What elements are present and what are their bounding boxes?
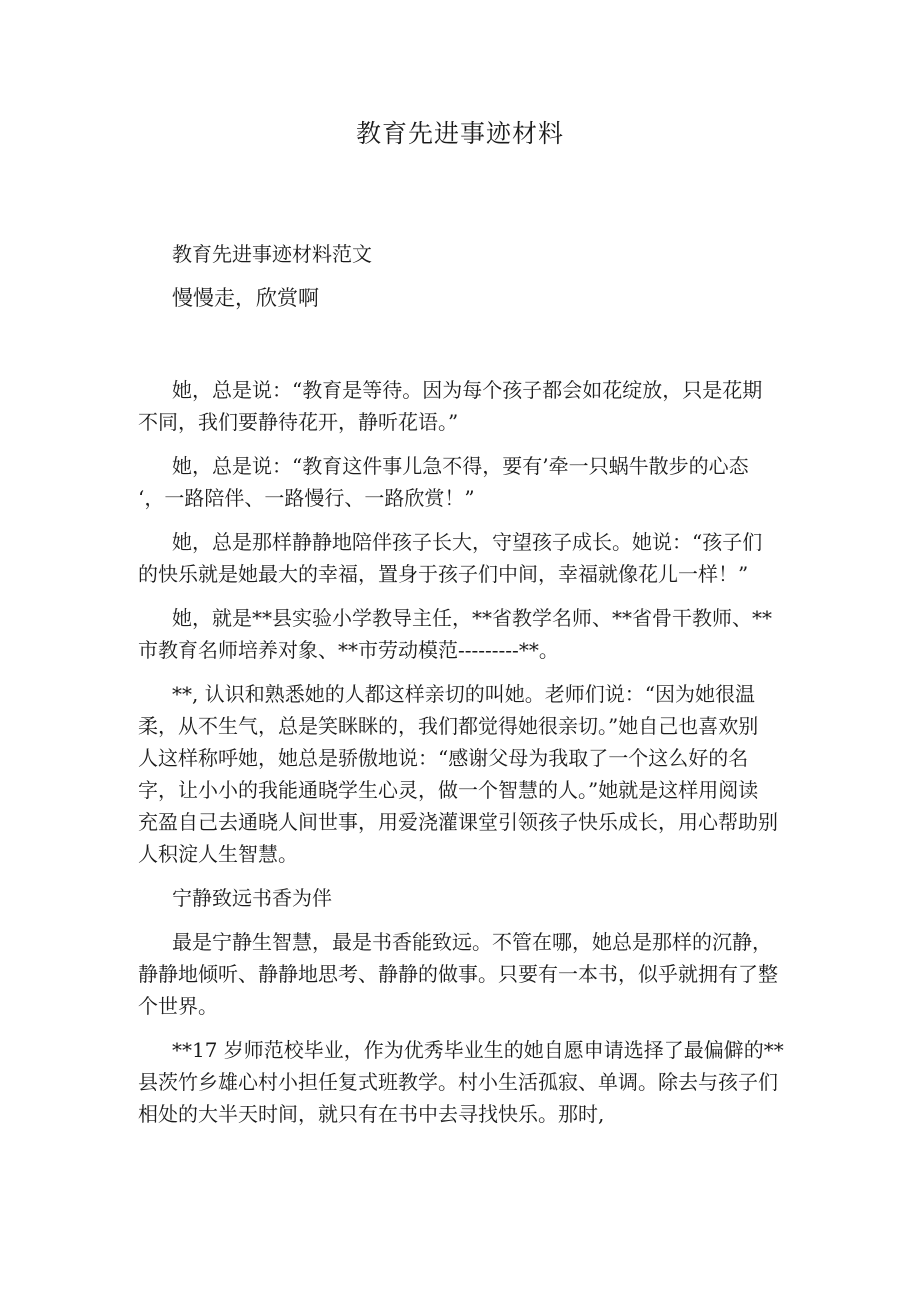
paragraph-line: 不同，我们要静待花开，静听花语。” xyxy=(138,410,459,434)
paragraph-line: 的快乐就是她最大的幸福，置身于孩子们中间，幸福就像花儿一样！” xyxy=(138,562,749,586)
paragraph-line: 人这样称呼她，她总是骄傲地说：“感谢父母为我取了一个这么好的名 xyxy=(138,746,749,770)
section-heading: 宁静致远书香为伴 xyxy=(172,886,332,910)
paragraph-7 xyxy=(138,1034,784,1130)
paragraph-line: 人积淀人生智慧。 xyxy=(138,842,298,866)
paragraph-line: 她，总是说：“教育这件事儿急不得，要有’牵一只蜗牛散步的心态 xyxy=(172,454,749,478)
paragraph-line: 县茨竹乡雄心村小担任复式班教学。村小生活孤寂、单调。除去与孩子们 xyxy=(138,1070,778,1094)
paragraph-line: ‘，一路陪伴、一路慢行、一路欣赏！” xyxy=(138,486,475,510)
paragraph-line: 柔，从不生气，总是笑眯眯的，我们都觉得她很亲切。”她自己也喜欢别 xyxy=(138,714,759,738)
paragraph-line: 她，总是那样静静地陪伴孩子长大，守望孩子成长。她说：“孩子们 xyxy=(172,530,763,554)
document-title: 教育先进事迹材料 xyxy=(355,119,564,148)
paragraph-line: 她，就是**县实验小学教导主任，**省教学名师、**省骨干教师、** xyxy=(172,606,772,630)
paragraph-line: 她，总是说：“教育是等待。因为每个孩子都会如花绽放，只是花期 xyxy=(172,378,763,402)
paragraph-line: 静静地倾听、静静地思考、静静的做事。只要有一本书，似乎就拥有了整 xyxy=(138,962,778,986)
paragraph-5 xyxy=(138,678,784,870)
paragraph-6 xyxy=(138,926,784,1022)
paragraph-2 xyxy=(138,450,784,514)
document-body xyxy=(138,238,784,1142)
paragraph-3 xyxy=(138,526,784,590)
paragraph-line: 个世界。 xyxy=(138,994,218,1018)
paragraph-line: 最是宁静生智慧，最是书香能致远。不管在哪，她总是那样的沉静， xyxy=(172,930,772,954)
subtitle-theme: 慢慢走，欣赏啊 xyxy=(172,286,319,310)
paragraph-line: 充盈自己去通晓人间世事，用爱浇灌课堂引领孩子快乐成长，用心帮助别 xyxy=(138,810,778,834)
paragraph-line: 市教育名师培养对象、**市劳动模范---------**。 xyxy=(138,638,559,662)
paragraph-line: **17 岁师范校毕业，作为优秀毕业生的她自愿申请选择了最偏僻的** xyxy=(172,1038,784,1062)
paragraph-line: **, 认识和熟悉她的人都这样亲切的叫她。老师们说：“因为她很温 xyxy=(172,682,755,706)
paragraph-1 xyxy=(138,374,784,438)
subtitle-sample: 教育先进事迹材料范文 xyxy=(172,242,372,266)
paragraph-line: 相处的大半天时间，就只有在书中去寻找快乐。那时, xyxy=(138,1102,605,1126)
paragraph-4 xyxy=(138,602,784,666)
paragraph-line: 字，让小小的我能通晓学生心灵，做一个智慧的人。”她就是这样用阅读 xyxy=(138,778,759,802)
